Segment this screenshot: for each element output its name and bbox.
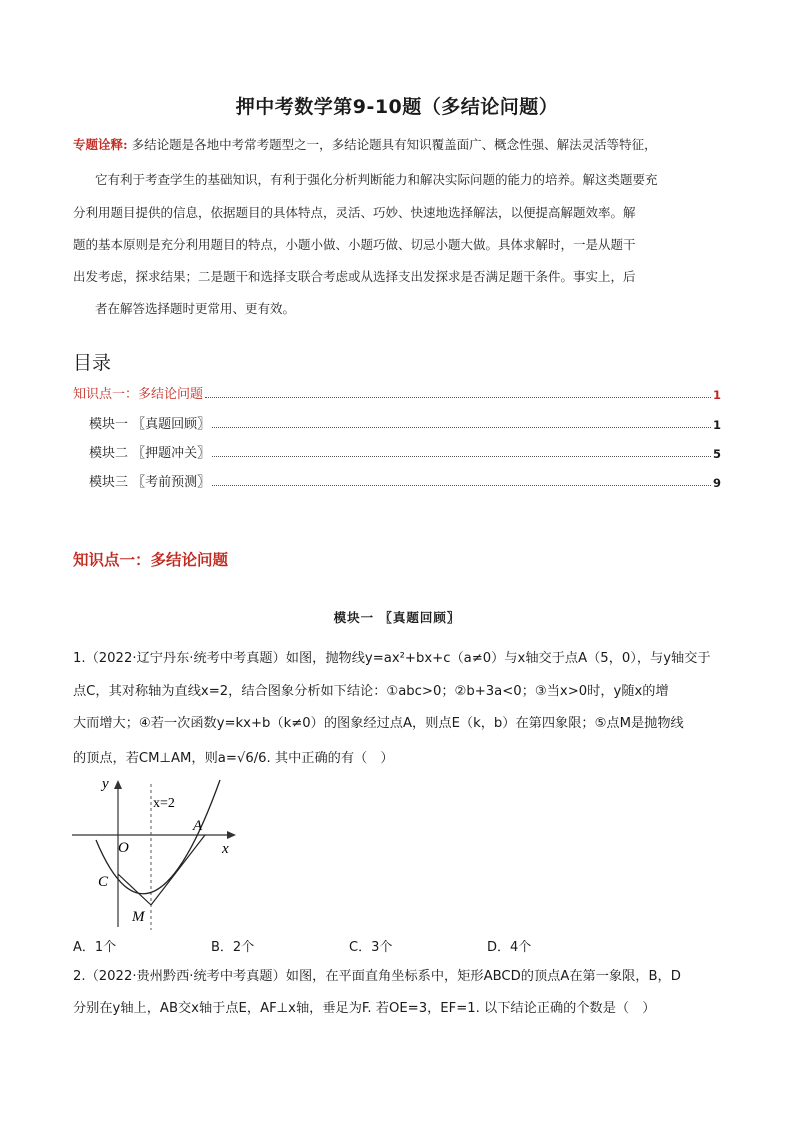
option-c: C．3个: [349, 940, 393, 955]
point-c-label: C: [98, 874, 109, 890]
option-a: A．1个: [73, 940, 117, 955]
toc-leader-dots: [212, 427, 711, 428]
q1-line-1: 1.（2022·辽宁丹东·统考中考真题）如图，抛物线y=ax²+bx+c（a≠0）与x轴交于点A（5，0），与y轴交于: [73, 651, 711, 666]
toc-item-label: 知识点一：多结论问题: [73, 387, 204, 402]
x-axis-label: x: [222, 841, 229, 857]
toc-item-page: 9: [712, 476, 721, 490]
toc-leader-dots: [212, 485, 711, 486]
q1-line-2: 点C，其对称轴为直线x=2，结合图象分析如下结论：①abc>0；②b+3a<0；③当x>0时，y随x的增: [73, 684, 669, 699]
option-b: B．2个: [211, 940, 255, 955]
intro-line-3: 分利用题目提供的信息，依据题目的具体特点，灵活、巧妙、快速地选择解法，以便提高解题效率。解: [73, 205, 636, 220]
toc-item-label: 模块三 〖考前预测〗: [89, 475, 211, 490]
intro-line-2: 它有利于考查学生的基础知识，有利于强化分析判断能力和解决实际问题的能力的培养。解这类题要充: [95, 172, 658, 187]
q1-line-3: 大而增大；④若一次函数y=kx+b（k≠0）的图象经过点A，则点E（k，b）在第四象限；⑤点M是抛物线: [73, 716, 684, 731]
intro-line-6: 者在解答选择题时更常用、更有效。: [95, 301, 296, 316]
q2-line-1: 2.（2022·贵州黔西·统考中考真题）如图，在平面直角坐标系中，矩形ABCD的顶点A在第一象限，B，D: [73, 969, 681, 984]
section-heading: 知识点一：多结论问题: [73, 551, 229, 569]
segment-cm: [118, 874, 151, 905]
point-m-label: M: [132, 909, 145, 925]
toc-leader-dots: [212, 456, 711, 457]
intro-label: 专题诠释:: [73, 137, 128, 152]
toc-item-page: 1: [712, 418, 721, 432]
q1-line-4: 的顶点，若CM⊥AM，则a=√6/6. 其中正确的有（ ）: [73, 751, 394, 766]
toc-item-knowledge-point[interactable]: [73, 384, 721, 402]
y-axis-arrow: [114, 780, 122, 789]
intro-first-line: [73, 137, 657, 153]
toc-item-module-1[interactable]: [89, 414, 721, 432]
toc-item-page: 1: [712, 388, 721, 402]
toc-item-label: 模块一 〖真题回顾〗: [89, 417, 211, 432]
module-heading: 模块一 〖真题回顾〗: [333, 610, 461, 625]
option-d: D．4个: [487, 940, 532, 955]
parabola-figure: [72, 772, 242, 930]
toc-item-module-3[interactable]: [89, 472, 721, 490]
document-title: 押中考数学第9-10题（多结论问题）: [235, 96, 559, 118]
toc-heading: 目录: [73, 352, 112, 374]
intro-line-5: 出发考虑，探求结果；二是题干和选择支联合考虑或从选择支出发探求是否满足题干条件。事实上，后: [73, 269, 636, 284]
symmetry-label: x=2: [153, 796, 175, 811]
origin-label: O: [118, 840, 129, 856]
point-a-label: A: [193, 818, 203, 834]
toc-item-label: 模块二 〖押题冲关〗: [89, 446, 211, 461]
toc-leader-dots: [205, 397, 711, 398]
q2-line-2: 分别在y轴上，AB交x轴于点E，AF⊥x轴，垂足为F. 若OE=3，EF=1. 以下结论正确的个数是（ ）: [73, 1001, 656, 1016]
toc-item-page: 5: [712, 447, 721, 461]
segment-am: [151, 835, 205, 905]
intro-line-4: 题的基本原则是充分利用题目的特点，小题小做、小题巧做、切忌小题大做。具体求解时，一是从题干: [73, 237, 636, 252]
x-axis-arrow: [227, 831, 236, 839]
intro-line-1: 多结论题是各地中考常考题型之一，多结论题具有知识覆盖面广、概念性强、解法灵活等特征，: [131, 137, 657, 152]
y-axis-label: y: [102, 776, 109, 792]
toc-item-module-2[interactable]: [89, 443, 721, 461]
